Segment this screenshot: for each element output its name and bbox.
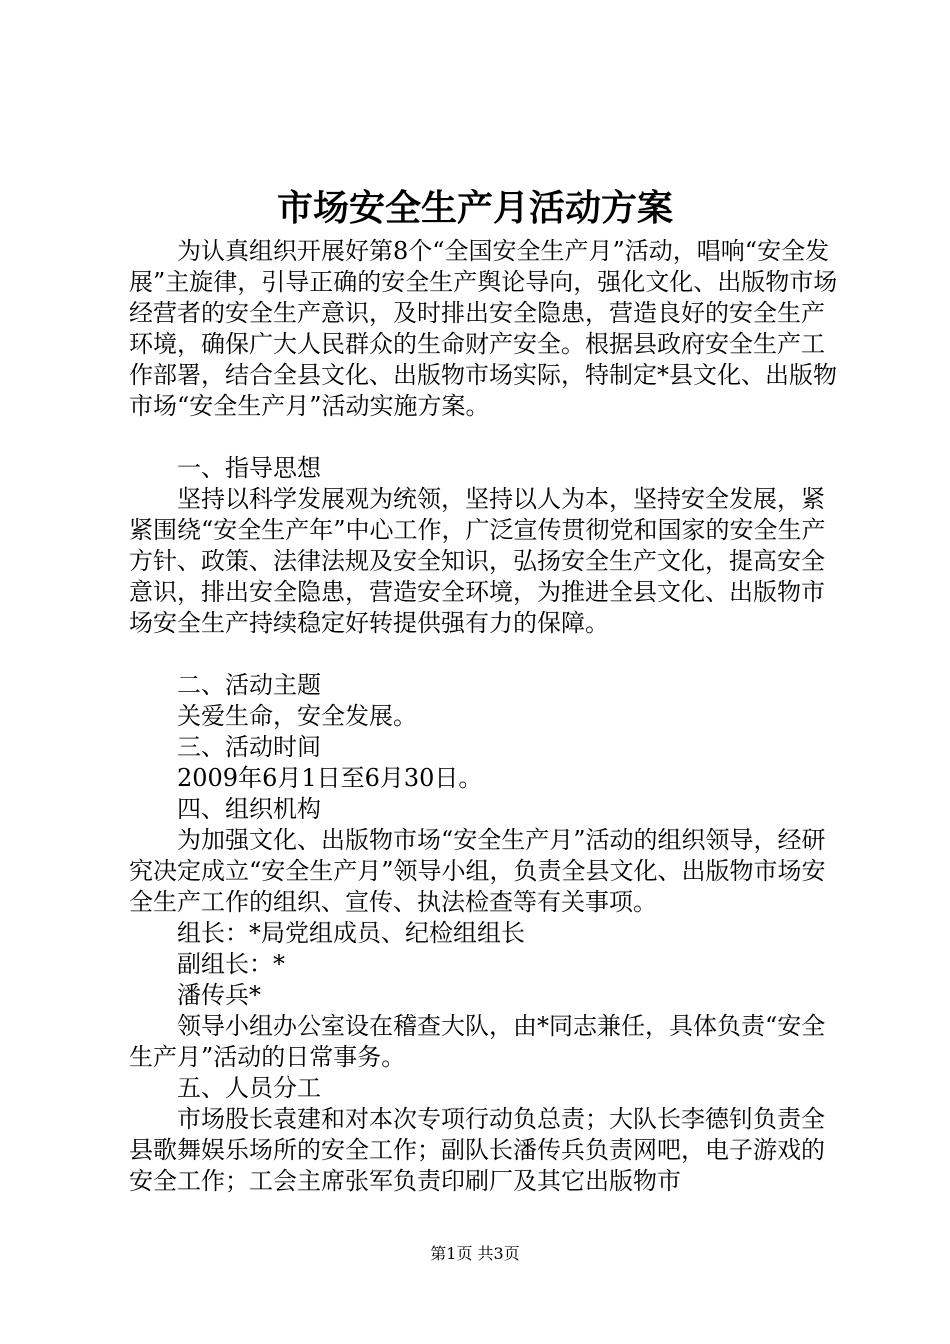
deputy-leader-name-line: 潘传兵* [177,981,261,1009]
activity-theme-text: 关爱生命，安全发展。 [177,702,417,730]
activity-time-text: 2009年6月1日至6月30日。 [177,764,483,792]
section-heading-guiding-ideology: 一、指导思想 [177,454,321,482]
page-title: 市场安全生产月活动方案 [276,187,673,229]
staff-division-paragraph: 市场股长袁建和对本次专项行动负总责；大队长李德钊负责全县歌舞娱乐场所的安全工作；副队长潘传兵负责网吧，电子游戏的安全工作；工会主席张军负责印刷厂及其它出版物市 [129,1105,825,1195]
section-heading-organization: 四、组织机构 [177,795,321,823]
section-heading-activity-time: 三、活动时间 [177,733,321,761]
section-heading-activity-theme: 二、活动主题 [177,671,321,699]
guiding-ideology-paragraph: 坚持以科学发展观为统领，坚持以人为本，坚持安全发展，紧紧围绕“安全生产年”中心工作，广泛宣传贯彻党和国家的安全生产方针、政策、法律法规及安全知识，弘扬安全生产文化，提高安全意识，排出安全隐患，营造安全环境，为推进全县文化、出版物市场安全生产持续稳定好转提供强有力的保障。 [129,485,826,637]
deputy-leader-line: 副组长：* [177,950,285,978]
intro-paragraph: 为认真组织开展好第8个“全国安全生产月”活动，唱响“安全发展”主旋律，引导正确的安全生产舆论导向，强化文化、出版物市场经营者的安全生产意识，及时排出安全隐患，营造良好的安全生产环境，确保广大人民群众的生命财产安全。根据县政府安全生产工作部署，结合全县文化、出版物市场实际，特制定*县文化、出版物市场“安全生产月”活动实施方案。 [129,237,838,420]
organization-paragraph: 为加强文化、出版物市场“安全生产月”活动的组织领导，经研究决定成立“安全生产月”领导小组，负责全县文化、出版物市场安全生产工作的组织、宣传、执法检查等有关事项。 [129,826,826,916]
office-paragraph: 领导小组办公室设在稽查大队，由*同志兼任，具体负责“安全生产月”活动的日常事务。 [129,1012,826,1071]
section-heading-staff-division: 五、人员分工 [177,1074,321,1102]
group-leader-line: 组长：*局党组成员、纪检组组长 [177,919,525,947]
page-number-footer: 第1页 共3页 [430,1244,520,1263]
document-body [129,236,844,1197]
